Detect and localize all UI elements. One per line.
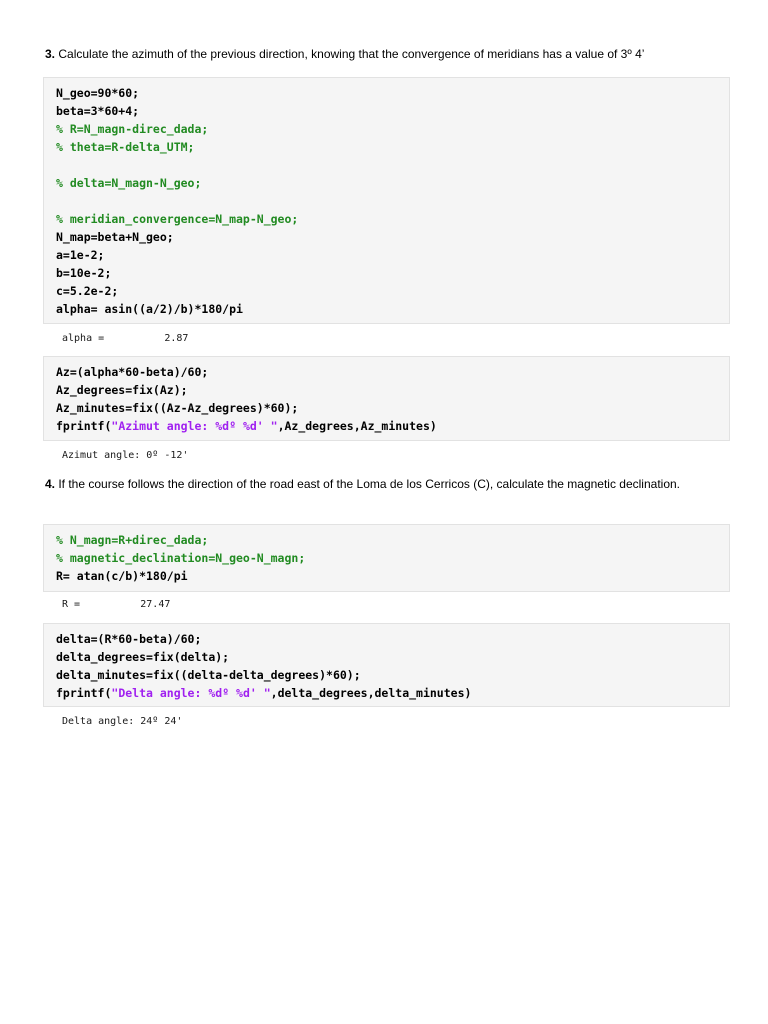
code-string: "Azimut angle: %dº %d' " [111, 419, 278, 433]
code-fn: fprintf( [56, 686, 112, 700]
code-args: ,Az_degrees,Az_minutes) [277, 419, 437, 433]
code-block-4 [43, 623, 730, 707]
code-fn: fprintf( [56, 419, 112, 433]
code-line: Az_minutes=fix((Az-Az_degrees)*60); [56, 401, 299, 415]
output-delta: Delta angle: 24º 24' [62, 716, 183, 727]
code-line: beta=3*60+4; [56, 104, 140, 118]
code-line: N_map=beta+N_geo; [56, 230, 174, 244]
code-block-1 [43, 77, 730, 324]
code-line: a=1e-2; [56, 248, 105, 262]
code-line: delta_degrees=fix(delta); [56, 650, 230, 664]
code-line: c=5.2e-2; [56, 284, 119, 298]
code-comment: % meridian_convergence=N_map-N_geo; [56, 212, 299, 226]
code-line: Az=(alpha*60-beta)/60; [56, 365, 209, 379]
code-line [56, 192, 729, 210]
question-3-text: Calculate the azimuth of the previous direction, knowing that the convergence of meridians has a value of 3º 4’ [55, 47, 645, 61]
code-comment: % N_magn=R+direc_dada; [56, 533, 209, 547]
code-line [56, 417, 729, 435]
code-string: "Delta angle: %dº %d' " [111, 686, 271, 700]
code-line: Az_degrees=fix(Az); [56, 383, 188, 397]
code-line: R= atan(c/b)*180/pi [56, 569, 188, 583]
code-block-2 [43, 356, 730, 441]
code-comment: % magnetic_declination=N_geo-N_magn; [56, 551, 306, 565]
code-comment: % theta=R-delta_UTM; [56, 140, 195, 154]
output-r: R = 27.47 [62, 599, 171, 610]
code-line: b=10e-2; [56, 266, 112, 280]
question-3 [45, 46, 725, 63]
code-block-3 [43, 524, 730, 592]
output-alpha: alpha = 2.87 [62, 333, 189, 344]
question-4-text: If the course follows the direction of the road east of the Loma de los Cerricos (C), calculate the magnetic declination. [55, 477, 681, 491]
code-args: ,delta_degrees,delta_minutes) [270, 686, 472, 700]
question-4-number: 4. [45, 477, 56, 491]
code-line [56, 156, 729, 174]
code-line: alpha= asin((a/2)/b)*180/pi [56, 302, 243, 316]
code-line: delta_minutes=fix((delta-delta_degrees)*60); [56, 668, 361, 682]
code-comment: % R=N_magn-direc_dada; [56, 122, 209, 136]
code-comment: % delta=N_magn-N_geo; [56, 176, 202, 190]
code-line: N_geo=90*60; [56, 86, 140, 100]
code-line: delta=(R*60-beta)/60; [56, 632, 202, 646]
question-3-number: 3. [45, 47, 56, 61]
question-4 [45, 476, 725, 493]
code-line [56, 684, 729, 702]
output-azimut: Azimut angle: 0º -12' [62, 450, 189, 461]
